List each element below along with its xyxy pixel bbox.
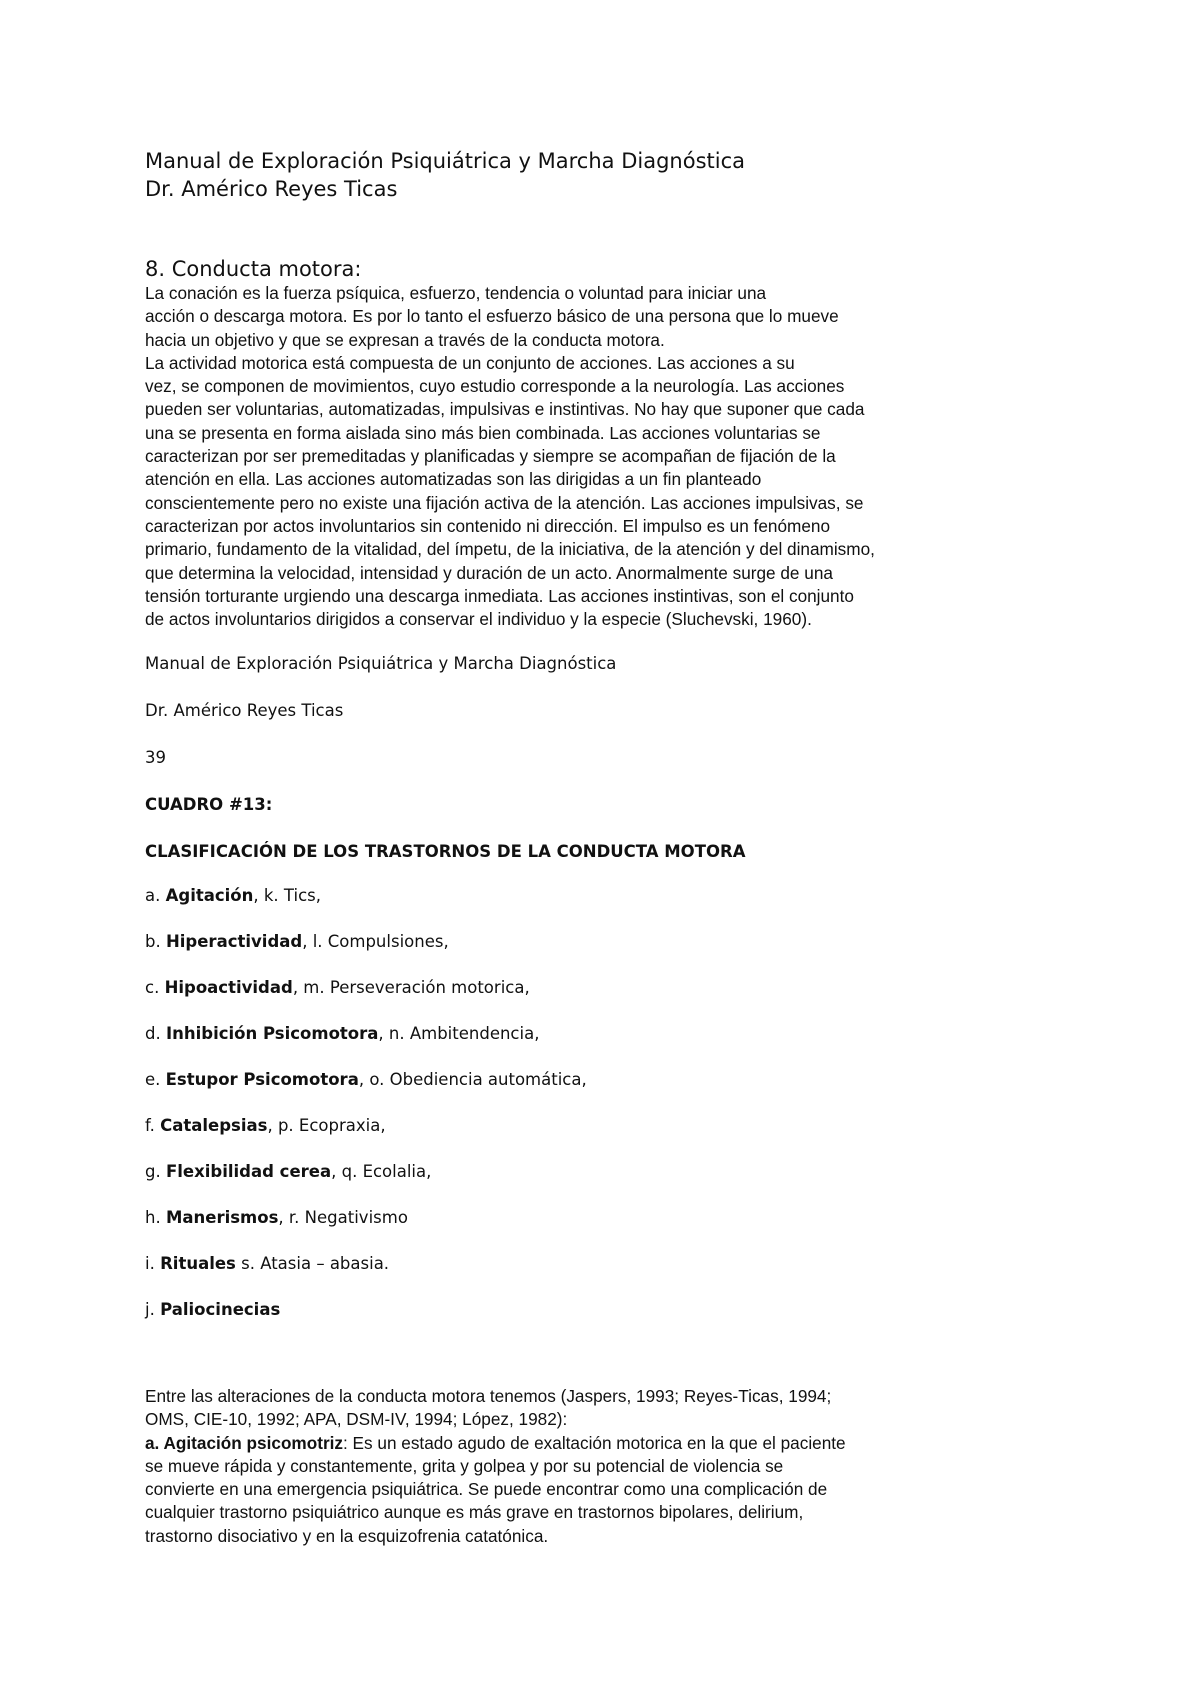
alterations-paragraph	[145, 1385, 1045, 1548]
paragraph-line: hacia un objetivo y que se expresan a través de la conducta motora.	[145, 329, 665, 350]
paragraph-line: conscientemente pero no existe una fijación activa de la atención. Las acciones impulsivas, se	[145, 492, 864, 513]
paragraph-line: La conación es la fuerza psíquica, esfuerzo, tendencia o voluntad para iniciar una	[145, 283, 767, 303]
footer-title: Manual de Exploración Psiquiátrica y Marcha Diagnóstica	[145, 654, 617, 673]
paragraph-line: La actividad motorica está compuesta de un conjunto de acciones. Las acciones a su	[145, 352, 795, 373]
document-header	[145, 147, 1045, 203]
paragraph-line: que determina la velocidad, intensidad y duración de un acto. Anormalmente surge de una	[145, 562, 833, 583]
list-item: e. Estupor Psicomotora, o. Obediencia automática,	[145, 1070, 587, 1089]
document-author: Dr. Américo Reyes Ticas	[145, 177, 398, 201]
paragraph-line: a. Agitación psicomotriz: Es un estado agudo de exaltación motorica en la que el paciente	[145, 1432, 846, 1453]
list-item: d. Inhibición Psicomotora, n. Ambitendencia,	[145, 1024, 540, 1043]
paragraph-line: de actos involuntarios dirigidos a conservar el individuo y la especie (Sluchevski, 1960).	[145, 609, 812, 630]
paragraph-line: cualquier trastorno psiquiátrico aunque es más grave en trastornos bipolares, delirium,	[145, 1502, 804, 1523]
page-number: 39	[145, 748, 166, 767]
term-agitacion: a. Agitación psicomotriz	[145, 1432, 343, 1453]
paragraph-line: Entre las alteraciones de la conducta motora tenemos (Jaspers, 1993; Reyes-Ticas, 1994;	[145, 1386, 832, 1406]
paragraph-line: caracterizan por ser premeditadas y planificadas y siempre se acompañan de fijación de la	[145, 446, 836, 467]
section-paragraph	[145, 282, 1045, 631]
footer-author: Dr. Américo Reyes Ticas	[145, 701, 344, 720]
list-item: j. Paliocinecias	[145, 1300, 281, 1319]
paragraph-line: se mueve rápida y constantemente, grita y golpea y por su potencial de violencia se	[145, 1455, 784, 1476]
paragraph-line: OMS, CIE-10, 1992; APA, DSM-IV, 1994; López, 1982):	[145, 1409, 568, 1430]
list-item: f. Catalepsias, p. Ecopraxia,	[145, 1116, 386, 1135]
classification-list	[145, 886, 1045, 1346]
paragraph-line: trastorno disociativo y en la esquizofrenia catatónica.	[145, 1525, 549, 1546]
paragraph-line: acción o descarga motora. Es por lo tanto el esfuerzo básico de una persona que lo mueve	[145, 306, 839, 327]
table-label: CUADRO #13:	[145, 795, 273, 814]
paragraph-line: pueden ser voluntarias, automatizadas, impulsivas e instintivas. No hay que suponer que cada	[145, 399, 865, 420]
list-item: b. Hiperactividad, l. Compulsiones,	[145, 932, 449, 951]
paragraph-line: tensión torturante urgiendo una descarga inmediata. Las acciones instintivas, son el conjunto	[145, 585, 854, 606]
table-title: CLASIFICACIÓN DE LOS TRASTORNOS DE LA CONDUCTA MOTORA	[145, 842, 746, 861]
list-item: g. Flexibilidad cerea, q. Ecolalia,	[145, 1162, 432, 1181]
paragraph-line: atención en ella. Las acciones automatizadas son las dirigidas a un fin planteado	[145, 469, 762, 490]
document-title: Manual de Exploración Psiquiátrica y Marcha Diagnóstica	[145, 149, 745, 173]
paragraph-line: una se presenta en forma aislada sino más bien combinada. Las acciones voluntarias se	[145, 422, 821, 443]
list-item: c. Hipoactividad, m. Perseveración motorica,	[145, 978, 530, 997]
paragraph-line: vez, se componen de movimientos, cuyo estudio corresponde a la neurología. Las acciones	[145, 376, 845, 397]
paragraph-line: convierte en una emergencia psiquiátrica. Se puede encontrar como una complicación de	[145, 1479, 828, 1500]
list-item: i. Rituales s. Atasia – abasia.	[145, 1254, 390, 1273]
list-item: a. Agitación, k. Tics,	[145, 886, 321, 905]
paragraph-line: caracterizan por actos involuntarios sin contenido ni dirección. El impulso es un fenómeno	[145, 515, 831, 536]
paragraph-line: primario, fundamento de la vitalidad, del ímpetu, de la iniciativa, de la atención y del dinamismo,	[145, 539, 875, 560]
list-item: h. Manerismos, r. Negativismo	[145, 1208, 408, 1227]
section-title: 8. Conducta motora:	[145, 257, 362, 281]
